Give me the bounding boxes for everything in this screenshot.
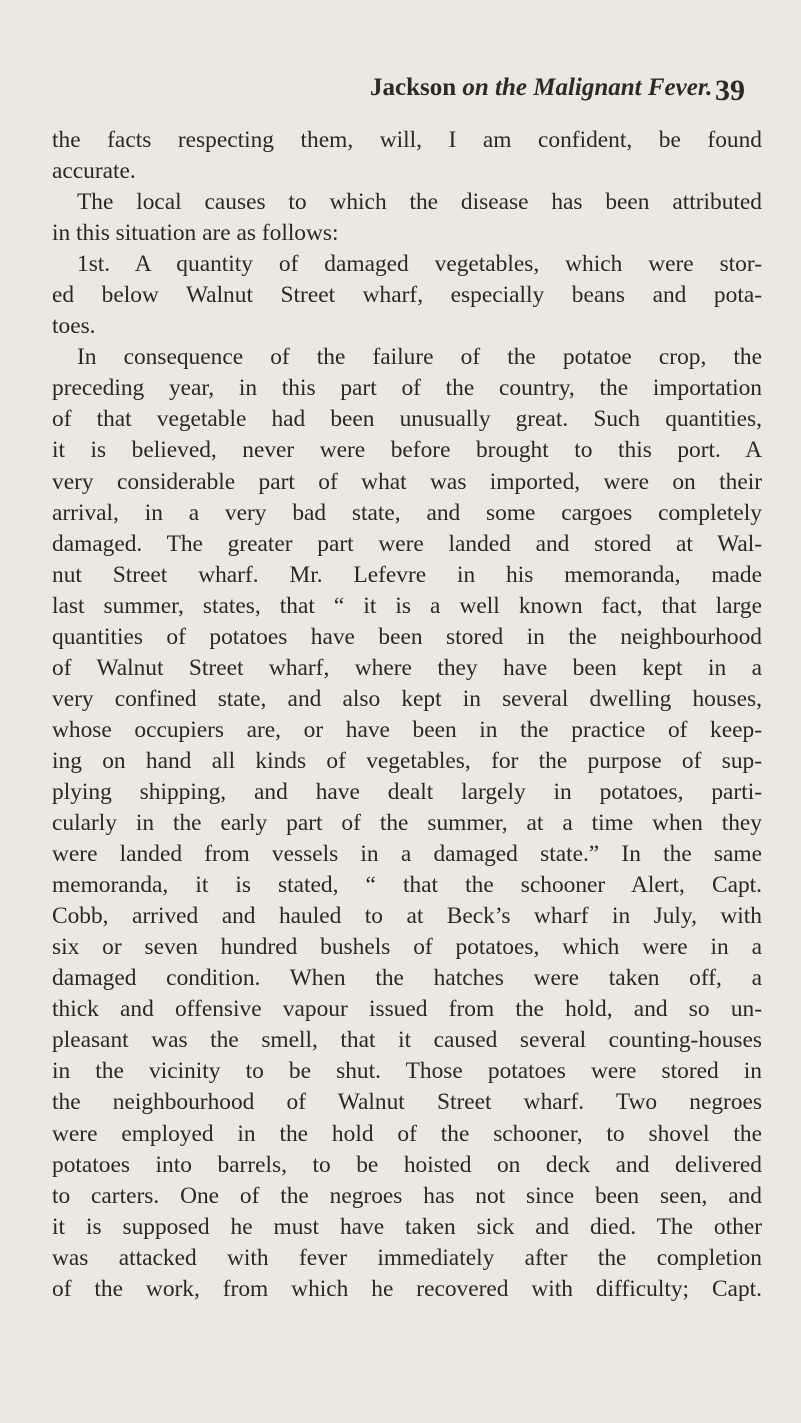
text-line: The local causes to which the disease has been attributed: [77, 189, 762, 216]
text-line: ing on hand all kinds of vegetables, for the purpose of sup-: [52, 747, 762, 774]
text-line: of Walnut Street wharf, where they have been kept in a: [52, 654, 762, 681]
page-number: 39: [715, 74, 745, 107]
text-line: in this situation are as follows:: [52, 220, 339, 247]
text-line: were employed in the hold of the schooner, to shovel the: [52, 1120, 762, 1147]
text-line: it is believed, never were before brought to this port. A: [52, 437, 762, 464]
text-line: very confined state, and also kept in several dwelling houses,: [52, 685, 762, 712]
text-line: In consequence of the failure of the potatoe crop, the: [77, 344, 762, 371]
text-line: accurate.: [52, 158, 136, 185]
text-line: of that vegetable had been unusually great. Such quantities,: [52, 406, 762, 433]
text-line: the neighbourhood of Walnut Street wharf. Two negroes: [52, 1089, 762, 1116]
text-line: in the vicinity to be shut. Those potatoes were stored in: [52, 1058, 762, 1085]
text-line: Cobb, arrived and hauled to at Beck’s wharf in July, with: [52, 903, 762, 930]
text-line: cularly in the early part of the summer, at a time when they: [52, 810, 762, 837]
text-line: nut Street wharf. Mr. Lefevre in his memoranda, made: [52, 561, 762, 588]
text-line: the facts respecting them, will, I am confident, be found: [52, 127, 762, 153]
text-line: ed below Walnut Street wharf, especially beans and pota-: [52, 282, 762, 309]
text-line: last summer, states, that “ it is a well known fact, that large: [52, 592, 762, 619]
text-line: arrival, in a very bad state, and some cargoes completely: [52, 499, 762, 526]
text-line: of the work, from which he recovered with difficulty; Capt.: [52, 1275, 762, 1302]
text-line: memoranda, it is stated, “ that the schooner Alert, Capt.: [52, 872, 762, 899]
text-line: whose occupiers are, or have been in the practice of keep-: [52, 716, 762, 743]
text-line: were landed from vessels in a damaged state.” In the same: [52, 841, 762, 868]
text-line: to carters. One of the negroes has not since been seen, and: [52, 1182, 762, 1209]
text-line: six or seven hundred bushels of potatoes, which were in a: [52, 934, 762, 961]
text-line: was attacked with fever immediately after the completion: [52, 1244, 762, 1271]
text-line: 1st. A quantity of damaged vegetables, which were stor-: [77, 251, 762, 278]
text-line: it is supposed he must have taken sick and died. The other: [52, 1213, 762, 1240]
text-line: plying shipping, and have dealt largely in potatoes, parti-: [52, 778, 762, 805]
text-line: quantities of potatoes have been stored in the neighbourhood: [52, 623, 762, 650]
text-line: pleasant was the smell, that it caused several counting-houses: [52, 1027, 762, 1054]
text-line: very considerable part of what was imported, were on their: [52, 468, 762, 495]
running-head: [0, 74, 801, 114]
text-line: potatoes into barrels, to be hoisted on deck and delivered: [52, 1151, 762, 1178]
running-title-italic: on the Malignant Fever.: [462, 74, 713, 101]
text-line: thick and offensive vapour issued from the hold, and so un-: [52, 996, 762, 1023]
text-line: damaged condition. When the hatches were taken off, a: [52, 965, 762, 992]
text-line: toes.: [52, 313, 96, 340]
text-line: preceding year, in this part of the country, the importation: [52, 375, 762, 402]
running-title-prefix: Jackson: [370, 74, 463, 101]
text-line: damaged. The greater part were landed and stored at Wal-: [52, 530, 762, 557]
body-text: [52, 125, 762, 1305]
running-title: [370, 74, 712, 102]
